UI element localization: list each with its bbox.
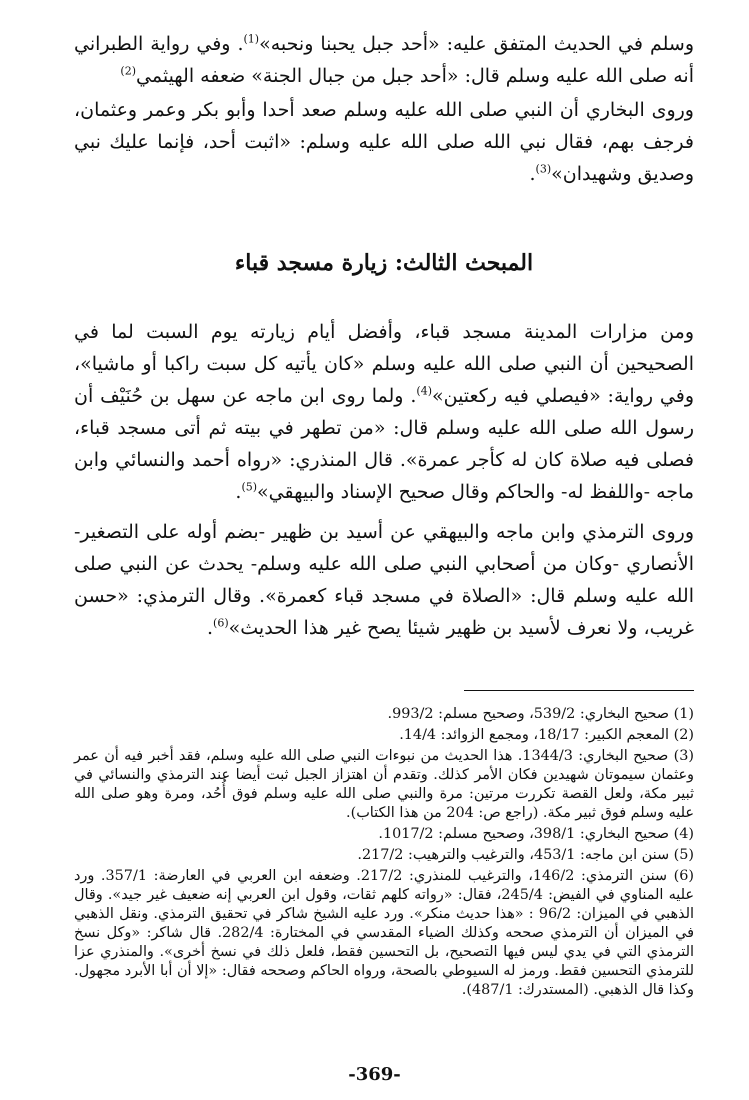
footnote-ref[interactable]: (1) xyxy=(243,32,260,46)
footnote-2: (2) المعجم الكبير: 18/17، ومجمع الزوائد: 14/4. xyxy=(399,727,694,743)
page-content xyxy=(74,28,694,1002)
footnote-ref[interactable]: (4) xyxy=(416,384,432,398)
paragraph-uhud-tremor: وروى البخاري أن النبي صلى الله عليه وسلم صعد أحدا وأبو بكر وعمر وعثمان، فرجف بهم، فقال نبي الله صلى الله عليه وسلم: «اثبت أحد، فإنما عليك نبي وصديق وشهيدان»$^{(3)}$. xyxy=(74,99,694,185)
paragraph-text: ومن مزارات المدينة مسجد قباء، وأفضل أيام زيارته يوم السبت لما في الصحيحين أن النبي صلى الله عليه وسلم «كان يأتيه كل سبت راكبا أو ماشيا»، وفي رواية: «فيصلي فيه ركعتين» xyxy=(74,321,695,407)
footnote-ref[interactable]: (3) xyxy=(535,162,552,176)
footnote-ref[interactable]: (6) xyxy=(213,616,229,630)
section-heading: المبحث الثالث: زيارة مسجد قباء xyxy=(234,250,534,276)
paragraph-text: وسلم في الحديث المتفق عليه: «أحد جبل يحبنا ونحبه» xyxy=(259,33,694,55)
paragraph-uhud-hadith xyxy=(74,28,694,92)
footnote-3: (3) صحيح البخاري: 1344/3. هذا الحديث من نبوءات النبي صلى الله عليه وسلم، فقد أخبر فيه أن عمر وعثمان سيموتان شهيدين فكان الأمر كذلك. وتقدم أن اهتزاز الجبل ثبت أيضا عند الترمذي والنسائي في ثبير مكة، ولعل القصة تكررت مرتين: مرة والنبي صلى الله عليه وسلم فوق أُحُد، ومرة وهو صلى الله عليه وسلم فوق ثبير مكة. (راجع ص: 204 من هذا الكتاب). xyxy=(74,748,694,821)
footnotes-section xyxy=(74,705,694,1000)
footnote-ref[interactable]: (2) xyxy=(120,64,137,78)
footnote-ref[interactable]: (5) xyxy=(241,480,258,494)
footnote-1: (1) صحيح البخاري: 539/2، وصحيح مسلم: 993/2. xyxy=(387,706,694,722)
footnote-4: (4) صحيح البخاري: 398/1، وصحيح مسلم: 1017/2. xyxy=(378,826,694,842)
page-number: -369- xyxy=(348,1064,401,1085)
footnote-5: (5) سنن ابن ماجه: 453/1، والترغيب والترهيب: 217/2. xyxy=(357,847,694,863)
paragraph-tirmidhi: وروى الترمذي وابن ماجه والبيهقي عن أسيد بن ظهير -بضم أوله على التصغير- الأنصاري -وكان من أصحابي النبي صلى الله عليه وسلم- يحدث عن النبي صلى الله عليه وسلم قال: «الصلاة في مسجد قباء كعمرة». وقال الترمذي: «حسن غريب، ولا نعرف لأسيد بن ظهير شيئا يصح غير هذا الحديث»$^{(6)}$. xyxy=(74,521,694,639)
paragraph-text: . وفي رواية الطبراني أنه صلى الله عليه وسلم قال: «أحد جبل من جبال الجنة» ضعفه الهيثمي xyxy=(74,33,694,87)
paragraph-text: وروى البخاري أن النبي صلى الله عليه وسلم صعد أحدا وأبو بكر وعمر وعثمان، فرجف بهم، فقال نبي الله صلى الله عليه وسلم: «اثبت أحد، فإنما عليك نبي وصديق وشهيدان» xyxy=(74,99,694,185)
footnote-6: (6) سنن الترمذي: 146/2، والترغيب للمنذري: 217/2. وضعفه ابن العربي في العارضة: 357/1. ورد عليه المناوي في الفيض: 245/4، فقال: «رواته كلهم ثقات، وقول ابن العربي إنه ضعيف غير جيد». وقال الذهبي في الميزان: 96/2 : «هذا حديث منكر». ورد عليه الشيخ شاكر في تحقيق الترمذي. ونقل الذهبي في الميزان أن الترمذي صححه وكذلك الضياء المقدسي في المختارة: 282/4. قال شاكر: «وكل نسخ الترمذي التي في يدي ليس فيها التصحيح، بل التحسين فقط، فلعل ذلك في نسخ أخرى». والمنذري عزا للترمذي التحسين فقط. ورمز له السيوطي بالصحة، ورواه الحاكم وصححه فقال: «إلا أن أبا الأبرد مجهول. وكذا قال الذهبي. (المستدرك: 487/1). xyxy=(74,868,694,998)
paragraph-text: . ولما روى ابن ماجه عن سهل بن حُنَيْف أن رسول الله صلى الله عليه وسلم قال: «من تطهر في بيته ثم أتى مسجد قباء، فصلى فيه صلاة كان له كأجر عمرة». قال المنذري: «رواه أحمد والنسائي وابن ماجه -واللفظ له- والحاكم وقال صحيح الإسناد والبيهقي» xyxy=(74,385,694,503)
paragraph-quba-visit: ومن مزارات المدينة مسجد قباء، وأفضل أيام زيارته يوم السبت لما في الصحيحين أن النبي صلى الله عليه وسلم «كان يأتيه كل سبت راكبا أو ماشيا»، وفي رواية: «فيصلي فيه ركعتين»$^{(4)}$. ولما روى ابن ماجه عن سهل بن حُنَيْف أن رسول الله صلى الله عليه وسلم قال: «من تطهر في بيته ثم أتى مسجد قباء، فصلى فيه صلاة كان له كأجر عمرة». قال المنذري: «رواه أحمد والنسائي وابن ماجه -واللفظ له- والحاكم وقال صحيح الإسناد والبيهقي»$^{(5)}$. xyxy=(74,321,695,503)
paragraph-text: وروى الترمذي وابن ماجه والبيهقي عن أسيد بن ظهير -بضم أوله على التصغير- الأنصاري -وكان من أصحابي النبي صلى الله عليه وسلم- يحدث عن النبي صلى الله عليه وسلم قال: «الصلاة في مسجد قباء كعمرة». وقال الترمذي: «حسن غريب، ولا نعرف لأسيد بن ظهير شيئا يصح غير هذا الحديث» xyxy=(74,521,694,639)
footnote-divider xyxy=(464,690,694,691)
